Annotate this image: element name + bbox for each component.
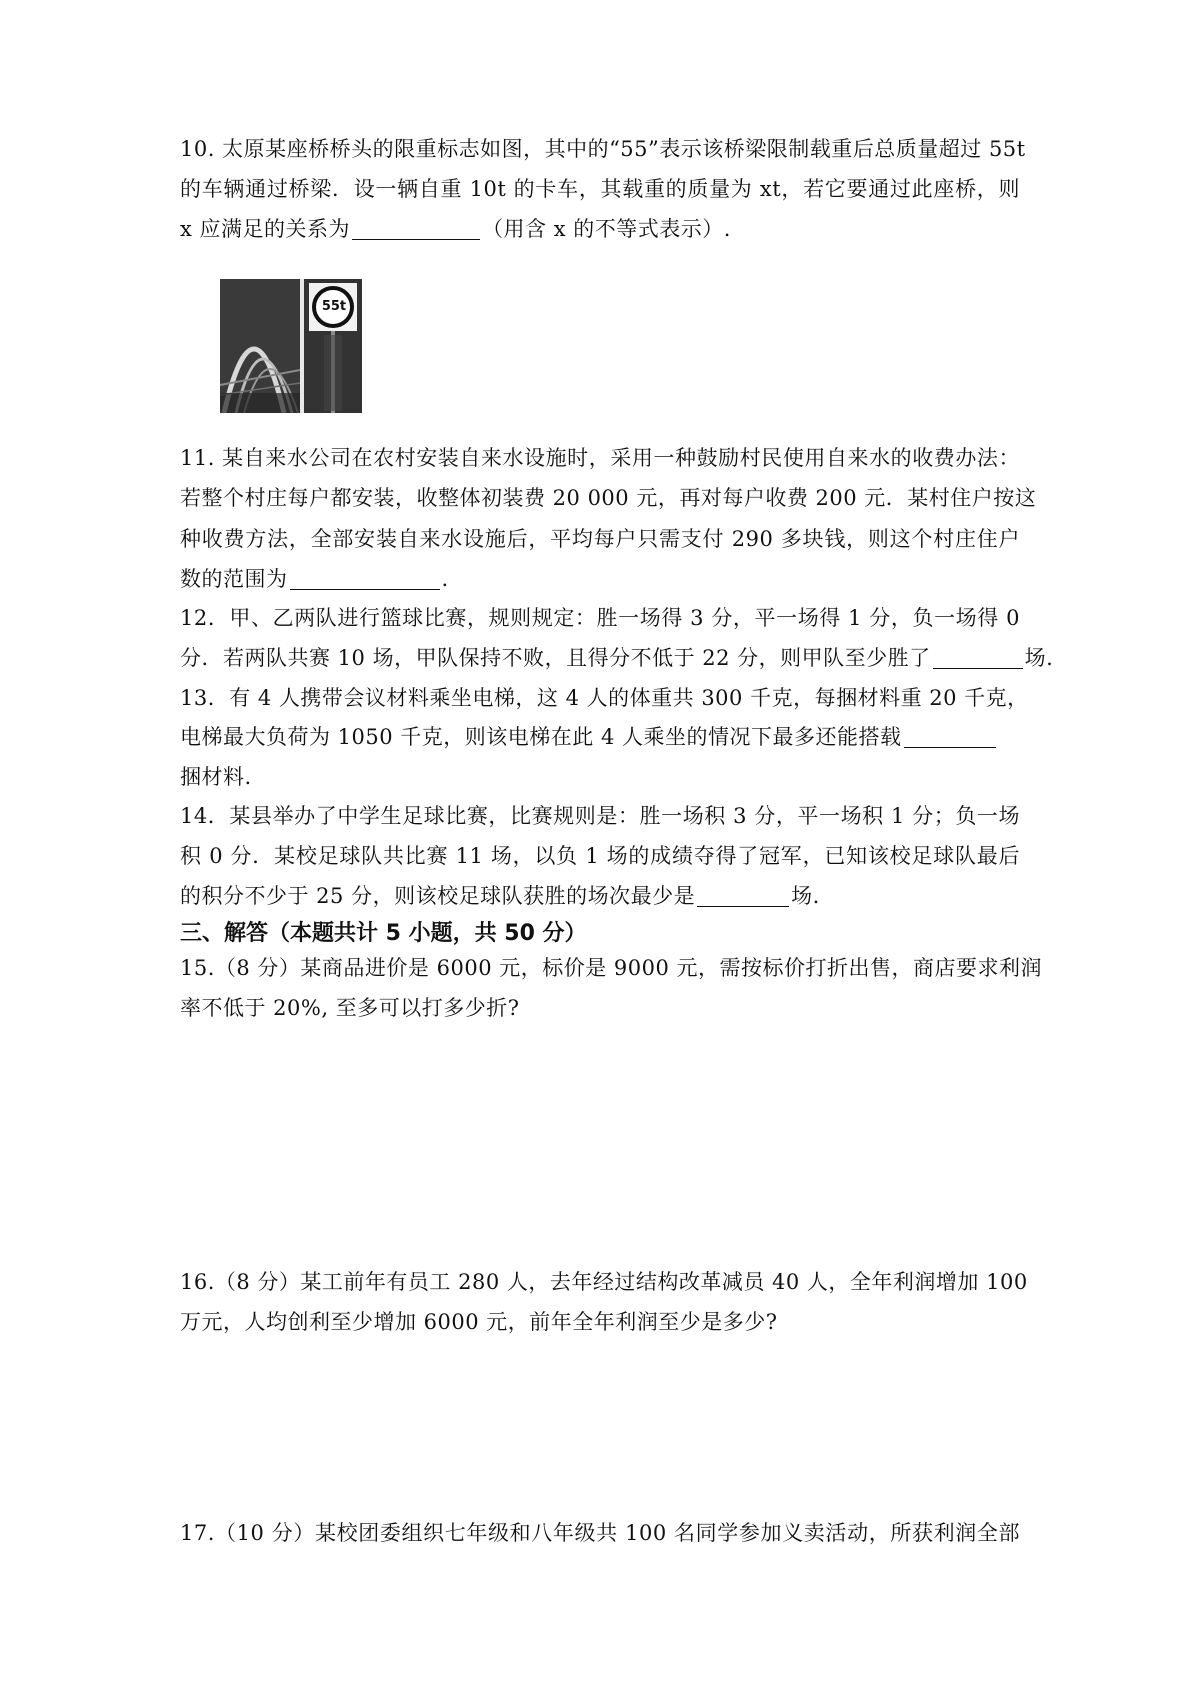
q14-line-3 — [180, 883, 1020, 909]
q17-line-1: 17.（10 分）某校团委组织七年级和八年级共 100 名同学参加义卖活动，所获利润全部 — [180, 1521, 1020, 1545]
q11-answer-blank[interactable] — [290, 569, 440, 590]
q11-line-2: 若整个村庄每户都安装，收整体初装费 20 000 元，再对每户收费 200 元．某村住户按这 — [180, 486, 1037, 510]
q13-line-2-text: 电梯最大负荷为 1050 千克，则该电梯在此 4 人乘坐的情况下最多还能搭载 — [180, 725, 902, 749]
q13-answer-blank[interactable] — [904, 727, 996, 748]
sign-55t-label: 55t — [321, 299, 347, 314]
q10-line-2: 的车辆通过桥梁．设一辆自重 10t 的卡车，其载重的质量为 xt，若它要通过此座桥，则 — [180, 177, 1020, 201]
q13-line-1: 13．有 4 人携带会议材料乘坐电梯，这 4 人的体重共 300 千克，每捆材料重 20 千克， — [180, 686, 1029, 710]
q12-line-1: 12．甲、乙两队进行篮球比赛，规则规定：胜一场得 3 分，平一场得 1 分，负一场得 0 — [180, 606, 1020, 630]
q10-line-1: 10. 太原某座桥桥头的限重标志如图，其中的“55”表示该桥梁限制载重后总质量超过 55t — [180, 137, 1026, 161]
q11-line-1: 11. 某自来水公司在农村安装自来水设施时，采用一种鼓励村民使用自来水的收费办法： — [180, 446, 1020, 470]
bridge-weight-limit-photo — [214, 275, 369, 420]
q13-line-2 — [180, 724, 1020, 750]
q14-answer-blank[interactable] — [697, 886, 789, 907]
bridge-photo-graphic — [214, 275, 369, 420]
q12-answer-blank[interactable] — [933, 648, 1023, 669]
q11-line-4-suffix: . — [441, 567, 449, 591]
q12-line-2 — [180, 645, 1054, 671]
q16-line-1: 16.（8 分）某工前年有员工 280 人，去年经过结构改革减员 40 人，全年利润增加 100 — [180, 1270, 1028, 1294]
q11-line-4-text: 数的范围为 — [180, 567, 288, 591]
q10-line-3-suffix: （用含 x 的不等式表示）. — [482, 217, 731, 241]
q16-line-2: 万元，人均创利至少增加 6000 元，前年全年利润至少是多少? — [180, 1310, 778, 1334]
q15-line-2: 率不低于 20%, 至多可以打多少折? — [180, 996, 520, 1020]
q12-line-2-suffix: 场. — [1024, 646, 1054, 670]
q11-line-3: 种收费方法，全部安装自来水设施后，平均每户只需支付 290 多块钱，则这个村庄住户 — [180, 527, 1020, 551]
q11-line-4 — [180, 566, 1020, 592]
q10-line-3-text: x 应满足的关系为 — [180, 217, 351, 241]
q13-line-3: 捆材料. — [180, 765, 252, 789]
q14-line-3-suffix: 场. — [791, 884, 820, 908]
q14-line-1: 14．某县举办了中学生足球比赛，比赛规则是：胜一场积 3 分，平一场积 1 分；负一场 — [180, 804, 1020, 828]
section-3-heading: 三、解答（本题共计 5 小题，共 50 分） — [180, 921, 587, 946]
q10-answer-blank[interactable] — [352, 219, 480, 240]
q14-line-3-text: 的积分不少于 25 分，则该校足球队获胜的场次最少是 — [180, 884, 696, 908]
q10-line-3 — [180, 216, 1020, 242]
q15-line-1: 15.（8 分）某商品进价是 6000 元，标价是 9000 元，需按标价打折出售，商店要求利润 — [180, 956, 1043, 980]
q12-line-2-text: 分．若两队共赛 10 场，甲队保持不败，且得分不低于 22 分，则甲队至少胜了 — [180, 646, 931, 670]
q14-line-2: 积 0 分．某校足球队共比赛 11 场，以负 1 场的成绩夺得了冠军，已知该校足球队最后 — [180, 844, 1020, 868]
